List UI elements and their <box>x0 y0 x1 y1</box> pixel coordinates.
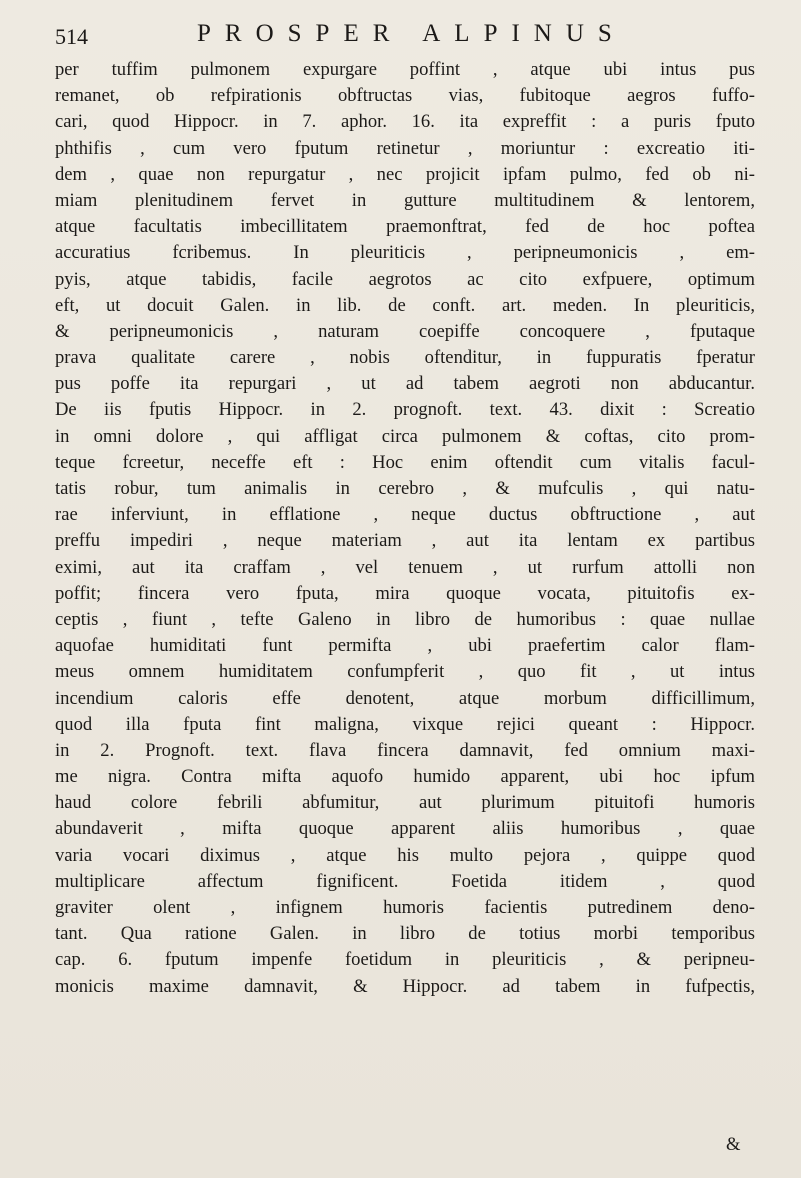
text-line: phthifis , cum vero fputum retinetur , moriuntur : excreatio iti- <box>55 137 755 159</box>
text-line: varia vocari diximus , atque his multo pejora , quippe quod <box>55 844 755 866</box>
text-line: per tuffim pulmonem expurgare poffint , atque ubi intus pus <box>55 59 755 80</box>
text-line: aquofae humiditati funt permifta , ubi praefertim calor flam- <box>55 635 755 657</box>
text-line: atque facultatis imbecillitatem praemonftrat, fed de hoc poftea <box>55 216 755 238</box>
text-line: graviter olent , infignem humoris facientis putredinem deno- <box>55 897 755 918</box>
text-line: miam plenitudinem fervet in gutture multitudinem & lentorem, <box>55 189 755 211</box>
text-line: eximi, aut ita craffam , vel tenuem , ut rurfum attolli non <box>55 556 755 578</box>
text-line: incendium caloris effe denotent, atque morbum difficillimum, <box>55 687 755 709</box>
text-line: & peripneumonicis , naturam coepiffe concoquere , fputaque <box>55 320 755 342</box>
text-line: teque fcreetur, neceffe eft : Hoc enim oftendit cum vitalis facul- <box>55 451 755 473</box>
text-line: in 2. Prognoft. text. flava fincera damnavit, fed omnium maxi- <box>55 739 755 761</box>
text-line: pus poffe ita repurgari , ut ad tabem aegroti non abducantur. <box>55 373 755 395</box>
text-line: tant. Qua ratione Galen. in libro de totius morbi temporibus <box>55 923 755 945</box>
text-line: ceptis , fiunt , tefte Galeno in libro de humoribus : quae nullae <box>55 608 755 630</box>
text-line: monicis maxime damnavit, & Hippocr. ad tabem in fufpectis, <box>55 975 755 997</box>
text-line: rae inferviunt, in efflatione , neque ductus obftructione , aut <box>55 504 755 526</box>
text-line: meus omnem humiditatem confumpferit , quo fit , ut intus <box>55 661 755 683</box>
text-line: pyis, atque tabidis, facile aegrotos ac cito exfpuere, optimum <box>55 268 755 290</box>
catchword: & <box>726 1134 741 1155</box>
text-line: preffu impediri , neque materiam , aut ita lentam ex partibus <box>55 530 755 552</box>
page-number: 514 <box>55 24 88 49</box>
page-header <box>55 14 755 54</box>
body-text <box>55 57 755 1000</box>
text-line: cari, quod Hippocr. in 7. aphor. 16. ita expreffit : a puris fputo <box>55 111 755 133</box>
text-line: multiplicare affectum fignificent. Foetida itidem , quod <box>55 870 755 892</box>
text-line: tatis robur, tum animalis in cerebro , & mufculis , qui natu- <box>55 478 755 499</box>
text-line: in omni dolore , qui affligat circa pulmonem & coftas, cito prom- <box>55 425 755 447</box>
text-line: cap. 6. fputum impenfe foetidum in pleuriticis , & peripneu- <box>55 949 755 971</box>
text-line: prava qualitate carere , nobis oftenditur, in fuppuratis fperatur <box>55 347 755 369</box>
running-head: PROSPER ALPINUS <box>197 20 626 47</box>
text-line: poffit; fincera vero fputa, mira quoque vocata, pituitofis ex- <box>55 582 755 604</box>
text-line: abundaverit , mifta quoque apparent aliis humoribus , quae <box>55 818 755 840</box>
text-line: me nigra. Contra mifta aquofo humido apparent, ubi hoc ipfum <box>55 766 755 788</box>
text-line: accuratius fcribemus. In pleuriticis , peripneumonicis , em- <box>55 242 755 264</box>
text-line: De iis fputis Hippocr. in 2. prognoft. text. 43. dixit : Screatio <box>55 399 755 421</box>
text-line: quod illa fputa fint maligna, vixque rejici queant : Hippocr. <box>55 713 755 735</box>
text-line: eft, ut docuit Galen. in lib. de conft. art. meden. In pleuriticis, <box>55 294 755 316</box>
text-line: dem , quae non repurgatur , nec projicit ipfam pulmo, fed ob ni- <box>55 163 755 185</box>
text-line: remanet, ob refpirationis obftructas vias, fubitoque aegros fuffo- <box>55 85 755 107</box>
text-line: haud colore febrili abfumitur, aut plurimum pituitofi humoris <box>55 792 755 814</box>
